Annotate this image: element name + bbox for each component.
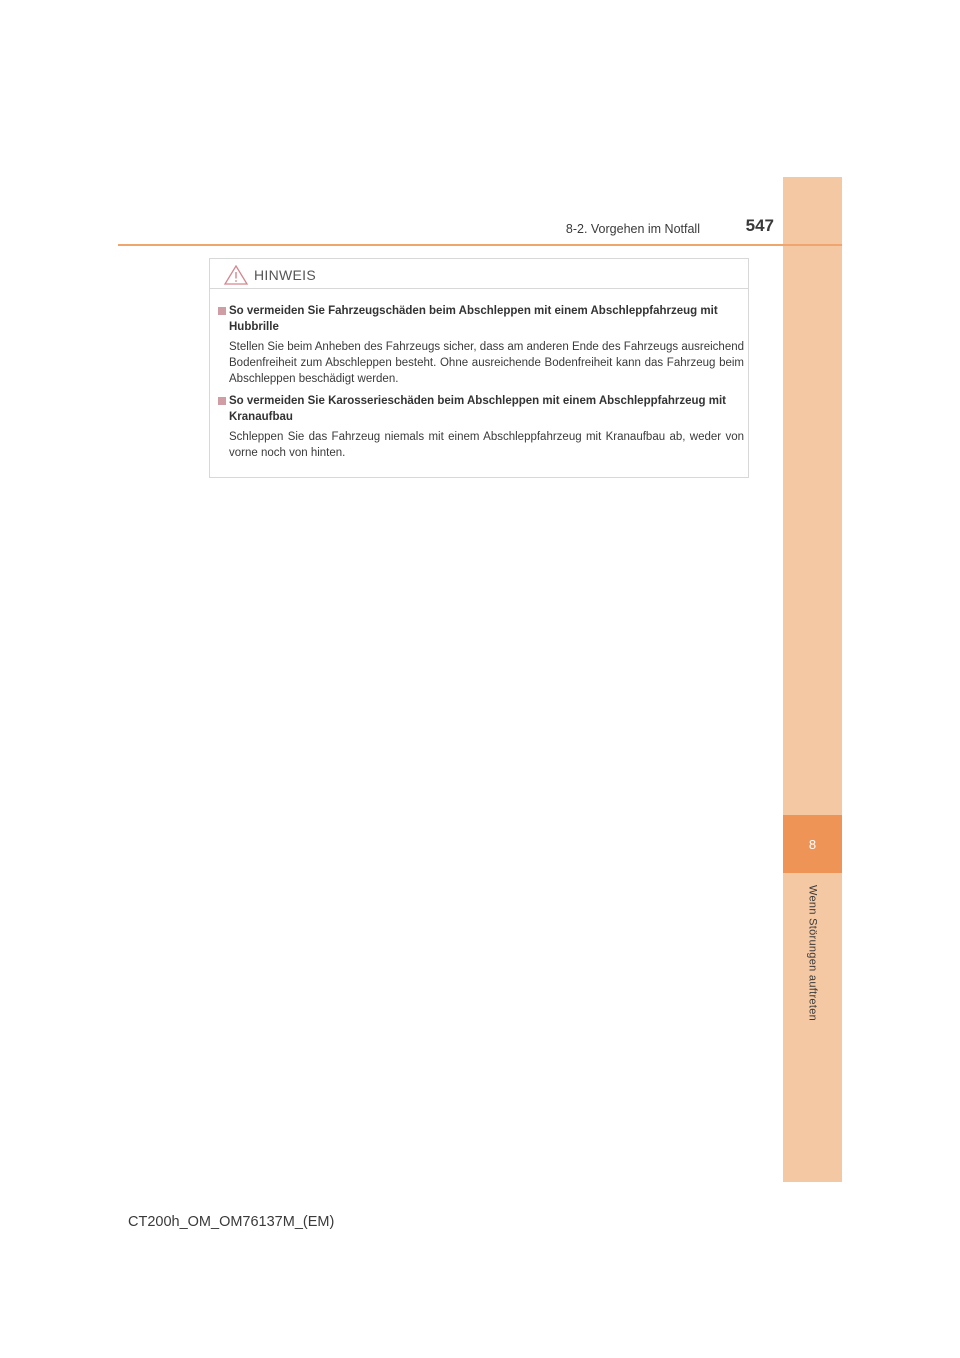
chapter-number: 8	[783, 815, 842, 873]
notice-title: HINWEIS	[254, 267, 316, 283]
notice-divider	[210, 288, 748, 289]
notice-item-text: Stellen Sie beim Anheben des Fahrzeugs sicher, dass am anderen Ende des Fahrzeugs ausreichend Bodenfreiheit zum Abschleppen besteht. Ohne ausreichende Bodenfreiheit kann das Fahrzeug beim Abschleppen beschädigt werden.	[229, 341, 744, 385]
notice-body	[218, 303, 744, 467]
header-divider	[118, 244, 842, 246]
header-section-title: 8-2. Vorgehen im Notfall	[565, 222, 700, 236]
notice-item-heading-text: So vermeiden Sie Karosserieschäden beim Abschleppen mit einem Abschleppfahrzeug mit Kranaufbau	[229, 395, 726, 423]
warning-triangle-icon	[224, 265, 248, 285]
chapter-title: Wenn Störungen auftreten	[806, 885, 819, 1022]
notice-item-text: Schleppen Sie das Fahrzeug niemals mit einem Abschleppfahrzeug mit Kranaufbau ab, weder von vorne noch von hinten.	[229, 431, 744, 459]
notice-item-heading-text: So vermeiden Sie Fahrzeugschäden beim Abschleppen mit einem Abschleppfahrzeug mit Hubbrille	[229, 305, 718, 333]
notice-item	[218, 303, 744, 387]
page-number: 547	[745, 216, 774, 235]
square-bullet-icon	[218, 307, 226, 315]
square-bullet-icon	[218, 397, 226, 405]
notice-item-heading	[218, 303, 744, 335]
notice-item-heading	[218, 393, 744, 425]
notice-item	[218, 393, 744, 461]
notice-box	[209, 258, 749, 478]
chapter-title-vertical	[783, 885, 842, 1045]
notice-header	[224, 263, 316, 287]
footer-document-code: CT200h_OM_OM76137M_(EM)	[128, 1214, 335, 1230]
